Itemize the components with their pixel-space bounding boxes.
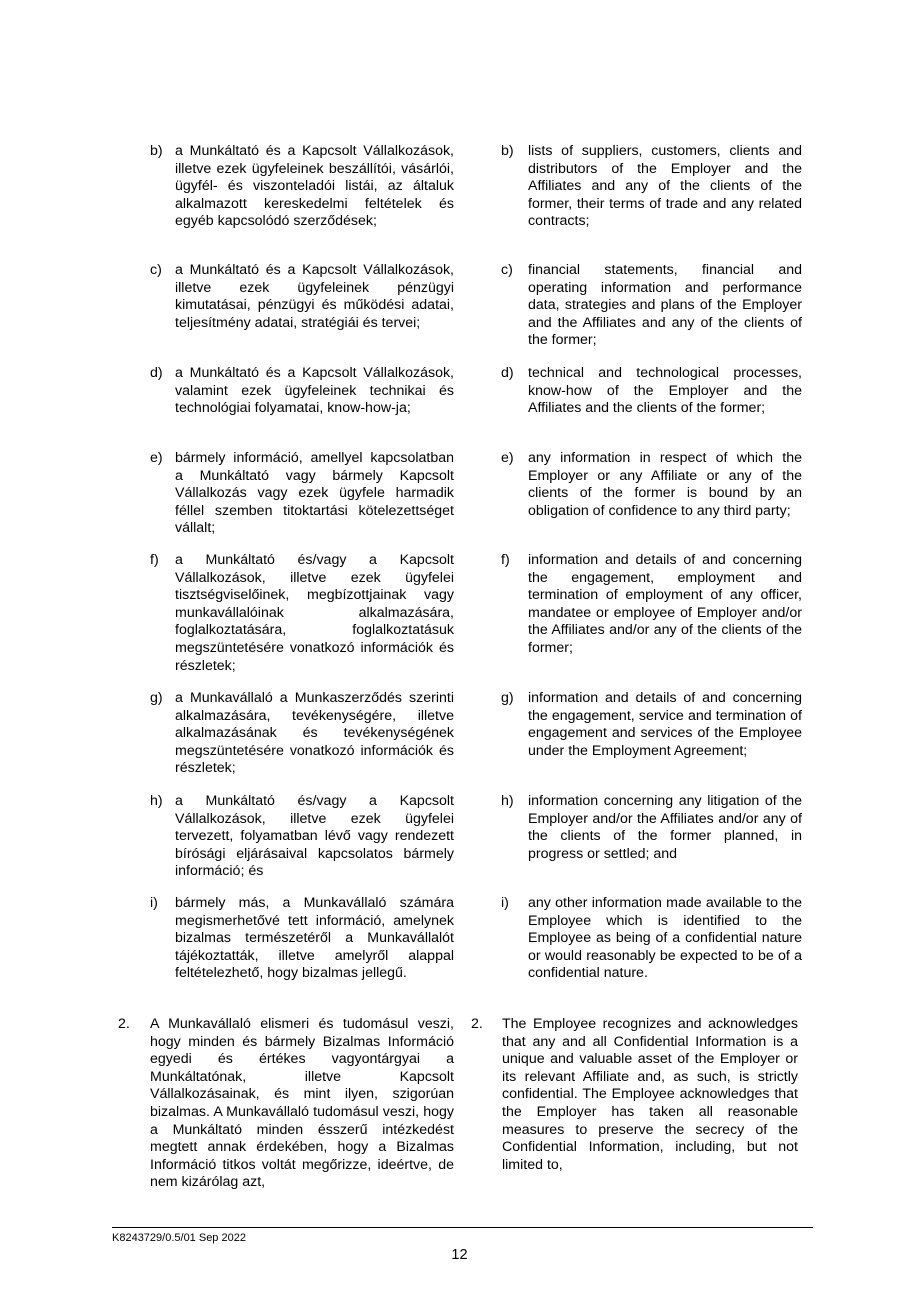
page-number: 12 (451, 1247, 468, 1263)
list-marker: h) (150, 793, 163, 809)
list-marker: g) (150, 690, 163, 706)
list-item-text: a Munkáltató és a Kapcsolt Vállalkozások, illetve ezek ügyfeleinek beszállítói, vásárlói, ügyfél- és viszonteladói listái, az általuk alkalmazott kereskedelmi feltételek és egyéb kapcsolódó szerződések; (175, 143, 454, 230)
list-item-text: a Munkáltató és a Kapcsolt Vállalkozások, valamint ezek ügyfeleinek technikai és technológiai folyamatai, know-how-ja; (175, 365, 454, 417)
list-marker: g) (501, 690, 514, 706)
list-item-text: a Munkáltató és/vagy a Kapcsolt Vállalkozások, illetve ezek ügyfelei tisztségviselőinek, megbízottjainak vagy munkavállalóinak alkalmazására, foglalkoztatására, foglalkoztatásuk megszüntetésére vonatkozó információk és részletek; (175, 552, 454, 674)
footer-divider (112, 1227, 813, 1228)
paragraph-text: A Munkavállaló elismeri és tudomásul veszi, hogy minden és bármely Bizalmas Információ egyedi és értékes vagyontárgyai a Munkáltatónak, illetve Kapcsolt Vállalkozásainak, és mint ilyen, szigorúan bizalmas. A Munkavállaló tudomásul veszi, hogy a Munkáltató minden ésszerű intézkedést megtett annak érdekében, hogy a Bizalmas Információ titkos voltát megőrizze, ideértve, de nem kizárólag azt, (150, 1016, 454, 1191)
paragraph-number: 2. (471, 1016, 483, 1032)
list-item-text: bármely más, a Munkavállaló számára megismerhetővé tett információ, amelynek bizalmas természetéről a Munkavállalót tájékoztatták, illetve amelyről alappal feltételezhető, hogy bizalmas jellegű. (175, 895, 454, 982)
list-item-text: a Munkáltató és/vagy a Kapcsolt Vállalkozások, illetve ezek ügyfelei tervezett, folyamatban lévő vagy rendezett bírósági eljárásaival kapcsolatos bármely információ; és (175, 793, 454, 880)
list-marker: e) (150, 450, 163, 466)
list-marker: f) (501, 552, 510, 568)
list-marker: h) (501, 793, 514, 809)
list-marker: e) (501, 450, 514, 466)
list-marker: b) (150, 143, 163, 159)
list-item-text: financial statements, financial and operating information and performance data, strategies and plans of the Employer and the Affiliates and any of the clients of the former; (528, 262, 802, 349)
list-item-text: any information in respect of which the Employer or any Affiliate or any of the clients of the former is bound by an obligation of confidence to any third party; (528, 450, 802, 519)
list-marker: f) (150, 552, 159, 568)
document-reference: K8243729/0.5/01 Sep 2022 (112, 1232, 246, 1244)
paragraph-number: 2. (118, 1016, 130, 1032)
list-marker: d) (501, 365, 514, 381)
list-marker: c) (150, 262, 162, 278)
list-item-text: bármely információ, amellyel kapcsolatban a Munkáltató vagy bármely Kapcsolt Vállalkozás vagy ezek ügyfele harmadik féllel szemben titoktartási kötelezettséget vállalt; (175, 450, 454, 537)
list-marker: i) (150, 895, 158, 911)
list-item-text: information concerning any litigation of the Employer and/or the Affiliates and/or any of the clients of the former planned, in progress or settled; and (528, 793, 802, 862)
list-item-text: a Munkáltató és a Kapcsolt Vállalkozások, illetve ezek ügyfeleinek pénzügyi kimutatásai, pénzügyi és működési adatai, teljesítmény adatai, stratégiái és tervei; (175, 262, 454, 331)
list-marker: i) (501, 895, 509, 911)
list-marker: d) (150, 365, 163, 381)
list-item-text: any other information made available to the Employee which is identified to the Employee as being of a confidential nature or would reasonably be expected to be of a confidential nature. (528, 895, 802, 982)
list-marker: b) (501, 143, 514, 159)
list-marker: c) (501, 262, 513, 278)
list-item-text: lists of suppliers, customers, clients and distributors of the Employer and the Affiliates and any of the clients of the former, their terms of trade and any related contracts; (528, 143, 802, 230)
list-item-text: information and details of and concerning the engagement, employment and termination of employment of any officer, mandatee or employee of Employer and/or the Affiliates and/or any of the clients of the former; (528, 552, 802, 656)
list-item-text: technical and technological processes, know-how of the Employer and the Affiliates and the clients of the former; (528, 365, 802, 417)
list-item-text: information and details of and concerning the engagement, service and termination of engagement and services of the Employee under the Employment Agreement; (528, 690, 802, 759)
paragraph-text: The Employee recognizes and acknowledges that any and all Confidential Information is a unique and valuable asset of the Employer or its relevant Affiliate and, as such, is strictly confidential. The Employee acknowledges that the Employer has taken all reasonable measures to preserve the secrecy of the Confidential Information, including, but not limited to, (502, 1016, 798, 1173)
list-item-text: a Munkavállaló a Munkaszerződés szerinti alkalmazására, tevékenységére, illetve alkalmazásának és tevékenységének megszüntetésére vonatkozó információk és részletek; (175, 690, 454, 777)
